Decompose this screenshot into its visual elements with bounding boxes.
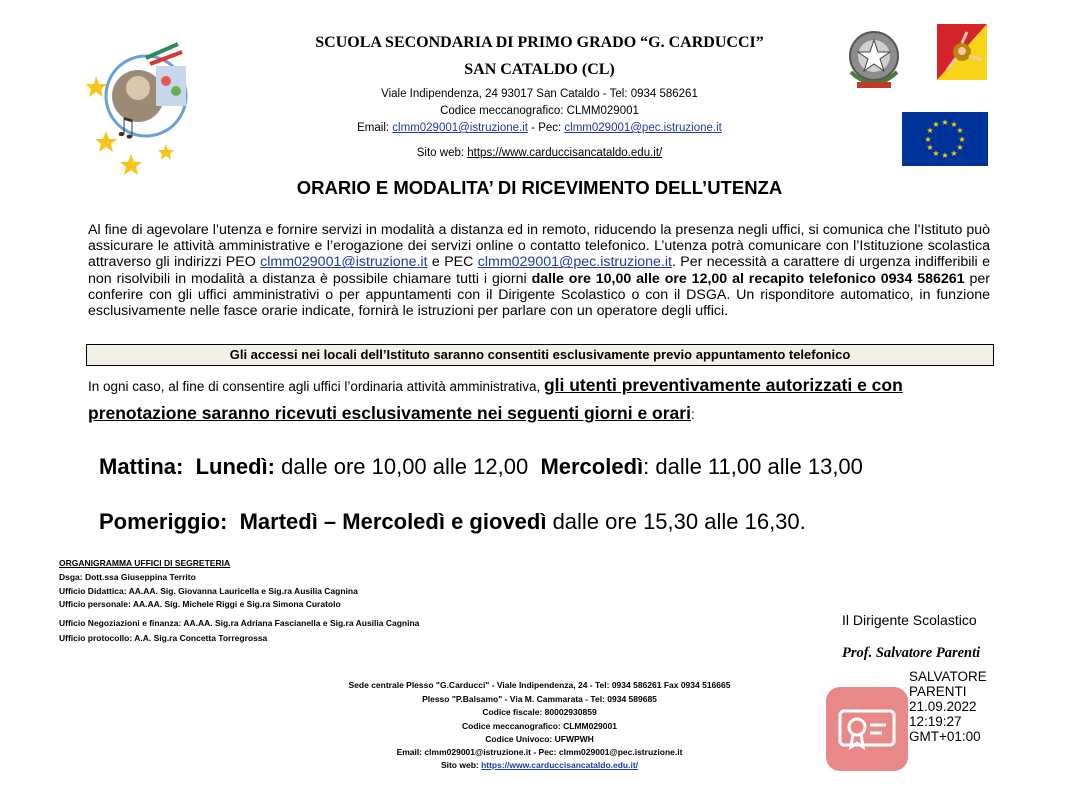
school-web-line [0,147,1079,159]
email-prefix: Email: [357,122,393,134]
p2-bold-text: gli utenti preventivamente autorizzati e con prenotazione saranno ricevuti esclusivamente nei seguenti giorni e orari [88,375,903,423]
afternoon-schedule [99,509,806,535]
footer-line: Codice Univoco: UFWPWH [485,734,594,744]
footer-line: Sede centrale Plesso "G.Carducci" - Viale Indipendenza, 24 - Tel: 0934 586261 Fax 0934 516665 [348,680,731,690]
web-link[interactable]: https://www.carduccisancataldo.edu.it/ [467,147,663,159]
org-line: Ufficio Negoziazioni e finanza: AA.AA. Sig.ra Adriana Fascianella e Sig.ra Ausilia Cagnina [59,618,420,628]
svg-text:★: ★ [941,151,949,160]
svg-text:★: ★ [956,143,964,152]
org-line: Ufficio Didattica: AA.AA. Sig. Giovanna Lauricella e Sig.ra Ausilia Cagnina [59,586,358,596]
svg-text:★: ★ [924,135,932,144]
school-address: Viale Indipendenza, 24 93017 San Cataldo - Tel: 0934 586261 [381,88,698,100]
svg-text:★: ★ [941,118,949,127]
svg-text:★: ★ [956,126,964,135]
footer-web-link[interactable]: https://www.carduccisancataldo.edu.it/ [481,760,639,770]
morning-label: Mattina: [99,454,184,479]
footer-line: Plesso "P.Balsamo" - Via M. Cammarata - Tel: 0934 589685 [422,694,657,704]
afternoon-days: Martedì – Mercoledì e giovedì [239,509,547,534]
org-title: ORGANIGRAMMA UFFICI DI SEGRETERIA [59,558,231,568]
web-prefix: Sito web: [416,147,468,159]
svg-text:★: ★ [926,143,934,152]
stamp-line: SALVATORE [909,669,987,684]
svg-text:★: ★ [950,120,958,129]
org-line: Ufficio protocollo: A.A. Sig.ra Concetta Torregrossa [59,633,268,643]
pec-link-body[interactable]: clmm029001@pec.istruzione.it [477,254,672,271]
school-city: SAN CATALDO (CL) [464,61,615,78]
appointment-notice: Gli accessi nei locali dell’Istituto saranno consentiti esclusivamente previo appuntamento telefonico [86,344,994,366]
p1-text-c: . Per necessità a carattere di urgenza indifferibili e non risolvibili in modalità a distanza è possibile chiamare tutti i giorni [88,254,990,287]
morning-day-1: Lunedì: [195,454,275,479]
org-line: Ufficio personale: AA.AA. Sig. Michele Riggi e Sig.ra Simona Curatolo [59,599,341,609]
morning-schedule [99,454,863,480]
footer-line: Email: clmm029001@istruzione.it - Pec: clmm029001@pec.istruzione.it [396,747,683,757]
afternoon-time: dalle ore 15,30 alle 16,30. [546,509,806,534]
morning-day-2: Mercoledì [540,454,644,479]
p1-text-b: e PEC [427,254,478,271]
footer-line: Codice fiscale: 80002930859 [482,707,597,717]
morning-time-1: dalle ore 10,00 alle 12,00 [275,454,529,479]
pec-prefix: - Pec: [527,122,565,134]
reception-paragraph [88,372,990,428]
afternoon-label: Pomeriggio: [99,509,228,534]
handwritten-signature: Prof. Salvatore Parenti [842,645,981,661]
svg-text:★: ★ [932,120,940,129]
svg-text:★: ★ [950,149,958,158]
svg-text:★: ★ [926,126,934,135]
p1-phone-hours: dalle ore 10,00 alle ore 12,00 al recapito telefonico 0934 586261 [531,270,965,287]
intro-paragraph [88,222,990,319]
p2-text: In ogni caso, al fine di consentire agli uffici l’ordinaria attività amministrativa, [88,379,544,394]
svg-text:★: ★ [958,135,966,144]
org-line: Dsga: Dott.ssa Giuseppina Territo [59,572,196,582]
p1-text-a: Al fine di agevolare l’utenza e fornire servizi in modalità a distanza ed in remoto, riducendo la presenza negli uffici, si comunica che l’Istituto può assicurare le attività amministrative e l’erogazione dei servizi online o contatto telefonico. L’utenza potrà comunicare con l’Istituzione scolastica attraverso gli indirizzi PEO [88,222,990,271]
stamp-line: 12:19:27 [909,714,962,729]
footer-web-line [0,760,1079,770]
email-link[interactable]: clmm029001@istruzione.it [392,122,528,134]
svg-text:♫: ♫ [114,113,138,143]
pec-link[interactable]: clmm029001@pec.istruzione.it [564,122,722,134]
document-title: ORARIO E MODALITA’ DI RICEVIMENTO DELL’UTENZA [296,177,783,198]
peo-link[interactable]: clmm029001@istruzione.it [260,254,428,271]
footer-line: Codice meccanografico: CLMM029001 [462,721,617,731]
stamp-line: PARENTI [909,684,967,699]
p1-text-d: per conferire con gli uffici amministrativi o per appuntamenti con il Dirigente Scolastico o con il DSGA. Un risponditore automatico, in funzione esclusivamente nelle fasce orarie indicate, fornirà le istruzioni per parlare con un operatore degli uffici. [88,270,990,320]
stamp-line: 21.09.2022 [909,699,977,714]
p2-end: : [690,407,695,422]
school-email-line [0,122,1079,134]
signer-title: Il Dirigente Scolastico [842,612,977,628]
stamp-line: GMT+01:00 [909,729,981,744]
morning-time-2: : dalle 11,00 alle 13,00 [643,454,863,479]
svg-text:★: ★ [932,149,940,158]
school-name: SCUOLA SECONDARIA DI PRIMO GRADO “G. CARDUCCI” [315,34,764,51]
school-code: Codice meccanografico: CLMM029001 [440,105,639,117]
footer-web-prefix: Sito web: [440,760,482,770]
